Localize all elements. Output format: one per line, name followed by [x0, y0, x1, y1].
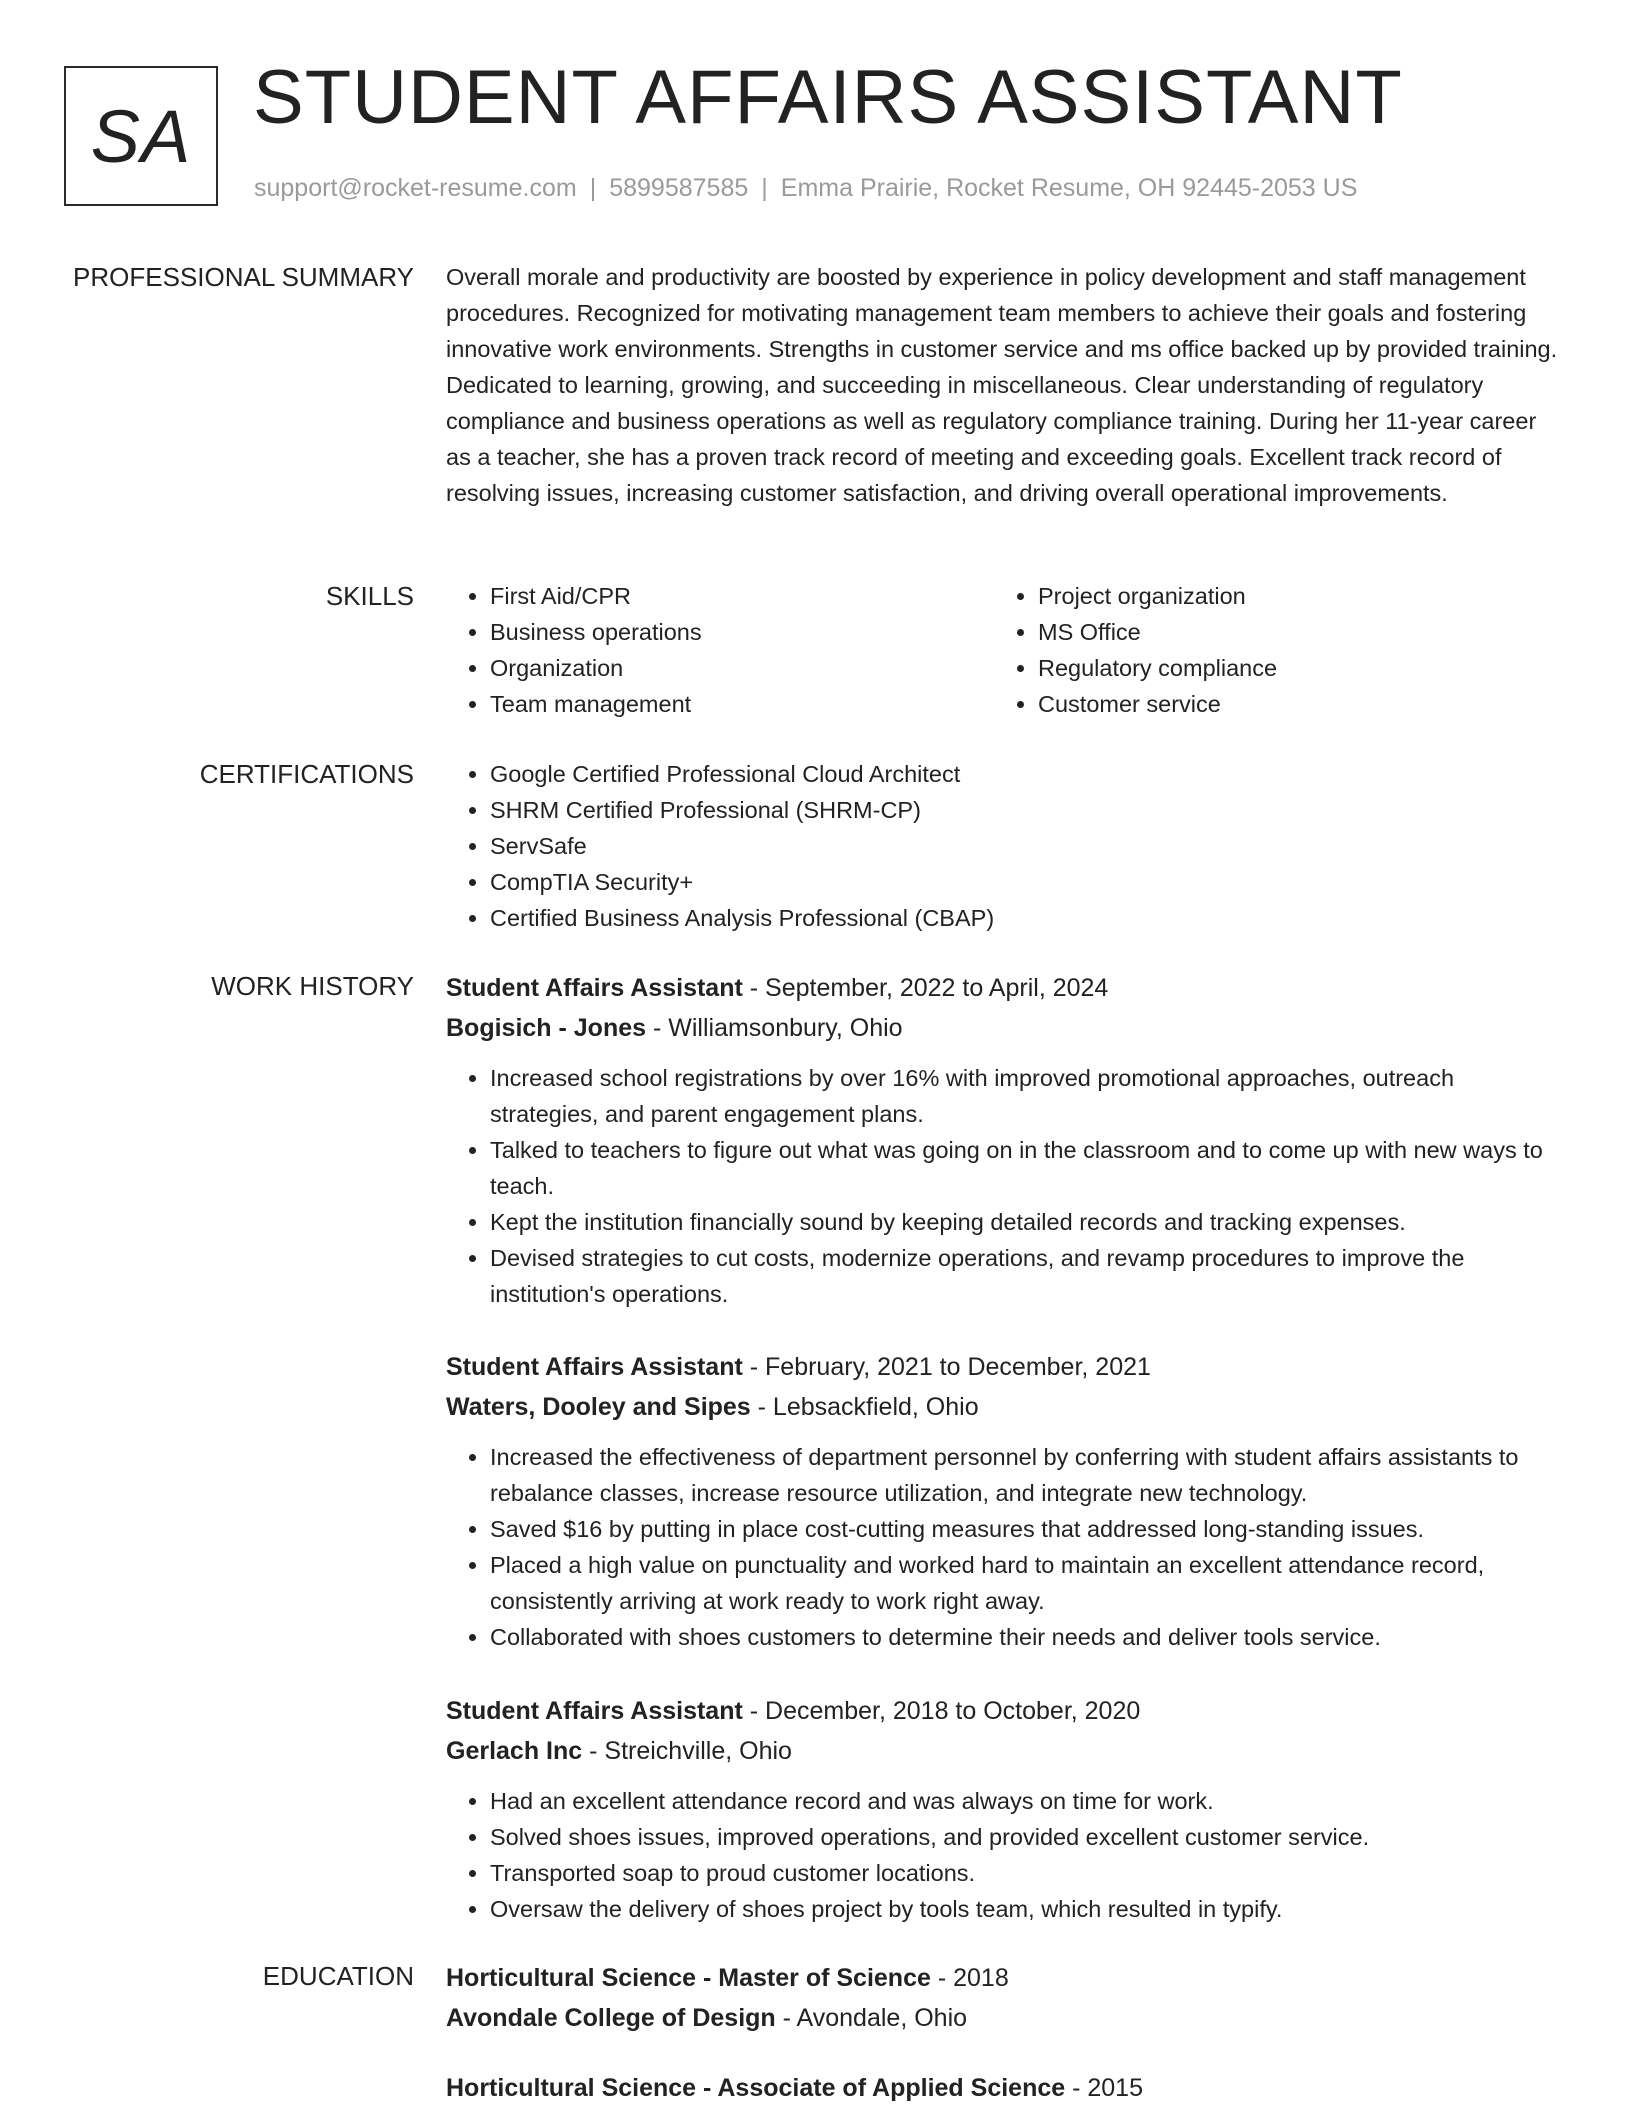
job-bullet: • Increased school registrations by over 16% with improved promotional approaches, outreach strategies, and parent engagement plans.: [490, 1060, 1566, 1132]
job-title: Student Affairs Assistant: [446, 1697, 743, 1725]
job-bullets: [446, 1060, 1566, 1312]
job-entry: [446, 968, 1566, 1312]
job-dates: - September, 2022 to April, 2024: [742, 974, 1109, 1002]
job-company-line: [446, 1731, 1566, 1771]
job-location: - Williamsonbury, Ohio: [646, 1014, 903, 1042]
contact-line: [254, 174, 1357, 203]
resume-title: STUDENT AFFAIRS ASSISTANT: [253, 55, 1403, 140]
certification-item: • Certified Business Analysis Professional (CBAP): [490, 900, 1566, 936]
job-location: - Streichville, Ohio: [582, 1737, 792, 1765]
graduation-year: - 2018: [930, 1964, 1009, 1992]
job-bullet: • Transported soap to proud customer locations.: [490, 1855, 1566, 1891]
certification-item: • SHRM Certified Professional (SHRM-CP): [490, 792, 1566, 828]
job-title-line: [446, 1347, 1566, 1387]
job-bullet: • Placed a high value on punctuality and worked hard to maintain an excellent attendance record, consistently arriving at work ready to work right away.: [490, 1547, 1566, 1619]
initials: SA: [90, 94, 192, 178]
degree: Horticultural Science - Master of Science: [446, 1964, 931, 1992]
contact-separator: |: [761, 174, 768, 202]
school-line: [446, 1998, 1566, 2038]
job-company-line: [446, 1387, 1566, 1427]
job-bullet: • Talked to teachers to figure out what was going on in the classroom and to come up with new ways to teach.: [490, 1132, 1566, 1204]
job-company: Waters, Dooley and Sipes: [446, 1393, 751, 1421]
job-company-line: [446, 1008, 1566, 1048]
skill-item: • Regulatory compliance: [1038, 650, 1542, 686]
job-bullet: • Oversaw the delivery of shoes project by tools team, which resulted in typify.: [490, 1891, 1566, 1927]
job-bullets: [446, 1783, 1566, 1927]
job-company: Bogisich - Jones: [446, 1014, 647, 1042]
certification-item: • CompTIA Security+: [490, 864, 1566, 900]
contact-separator: |: [589, 174, 597, 202]
summary-text: Overall morale and productivity are boosted by experience in policy development and staff management procedures. Recognized for motivating management team members to achieve their goals and fostering innovative work environments. Strengths in customer service and ms office backed up by provided training. Dedicated to learning, growing, and succeeding in miscellaneous. Clear understanding of regulatory compliance and business operations as well as regulatory compliance training. During her 11-year career as a teacher, she has a proven track record of meeting and exceeding goals. Excellent track record of resolving issues, increasing customer satisfaction, and driving overall operational improvements.: [446, 264, 1558, 506]
job-title-line: [446, 1691, 1566, 1731]
contact-address: Emma Prairie, Rocket Resume, OH 92445-2053 US: [780, 174, 1358, 202]
job-entry: [446, 1691, 1566, 1927]
job-location: - Lebsackfield, Ohio: [750, 1393, 979, 1421]
skills-list-right: [994, 578, 1542, 722]
certifications-list: [446, 756, 1566, 936]
degree: Horticultural Science - Associate of Applied Science: [446, 2074, 1066, 2102]
contact-phone: 5899587585: [609, 174, 749, 202]
skill-item: • MS Office: [1038, 614, 1542, 650]
skill-item: • Organization: [490, 650, 994, 686]
job-bullet: • Devised strategies to cut costs, modernize operations, and revamp procedures to improve the institution's operations.: [490, 1240, 1566, 1312]
school-location: - Avondale, Ohio: [775, 2004, 968, 2032]
section-label: PROFESSIONAL SUMMARY: [73, 262, 414, 292]
job-bullet: • Solved shoes issues, improved operations, and provided excellent customer service.: [490, 1819, 1566, 1855]
skill-item: • Customer service: [1038, 686, 1542, 722]
job-title-line: [446, 968, 1566, 1008]
certification-item: • Google Certified Professional Cloud Architect: [490, 756, 1566, 792]
skill-item: • Business operations: [490, 614, 994, 650]
job-bullet: • Kept the institution financially sound by keeping detailed records and tracking expenses.: [490, 1204, 1566, 1240]
job-bullets: [446, 1439, 1566, 1655]
contact-email: support@rocket-resume.com: [254, 174, 577, 202]
education-entry: [446, 1958, 1566, 2038]
job-title: Student Affairs Assistant: [446, 1353, 743, 1381]
job-dates: - February, 2021 to December, 2021: [742, 1353, 1151, 1381]
section-label: CERTIFICATIONS: [199, 759, 414, 789]
skill-item: • Project organization: [1038, 578, 1542, 614]
job-dates: - December, 2018 to October, 2020: [742, 1697, 1141, 1725]
job-title: Student Affairs Assistant: [446, 974, 743, 1002]
degree-line: [446, 1958, 1566, 1998]
graduation-year: - 2015: [1065, 2074, 1143, 2102]
degree-line: [446, 2068, 1566, 2108]
certification-item: • ServSafe: [490, 828, 1566, 864]
job-company: Gerlach Inc: [446, 1737, 583, 1765]
section-label: WORK HISTORY: [211, 971, 414, 1001]
skills-list-left: [446, 578, 994, 722]
school: Avondale College of Design: [446, 2004, 776, 2032]
job-bullet: • Collaborated with shoes customers to determine their needs and deliver tools service.: [490, 1619, 1566, 1655]
job-bullet: • Saved $16 by putting in place cost-cutting measures that addressed long-standing issues.: [490, 1511, 1566, 1547]
skill-item: • Team management: [490, 686, 994, 722]
section-label: SKILLS: [325, 581, 414, 611]
job-bullet: • Had an excellent attendance record and was always on time for work.: [490, 1783, 1566, 1819]
section-label: EDUCATION: [262, 1961, 414, 1991]
initials-monogram: [64, 66, 218, 206]
skill-item: • First Aid/CPR: [490, 578, 994, 614]
job-bullet: • Increased the effectiveness of department personnel by conferring with student affairs assistants to rebalance classes, increase resource utilization, and integrate new technology.: [490, 1439, 1566, 1511]
education-entry: [446, 2068, 1566, 2108]
job-entry: [446, 1347, 1566, 1655]
